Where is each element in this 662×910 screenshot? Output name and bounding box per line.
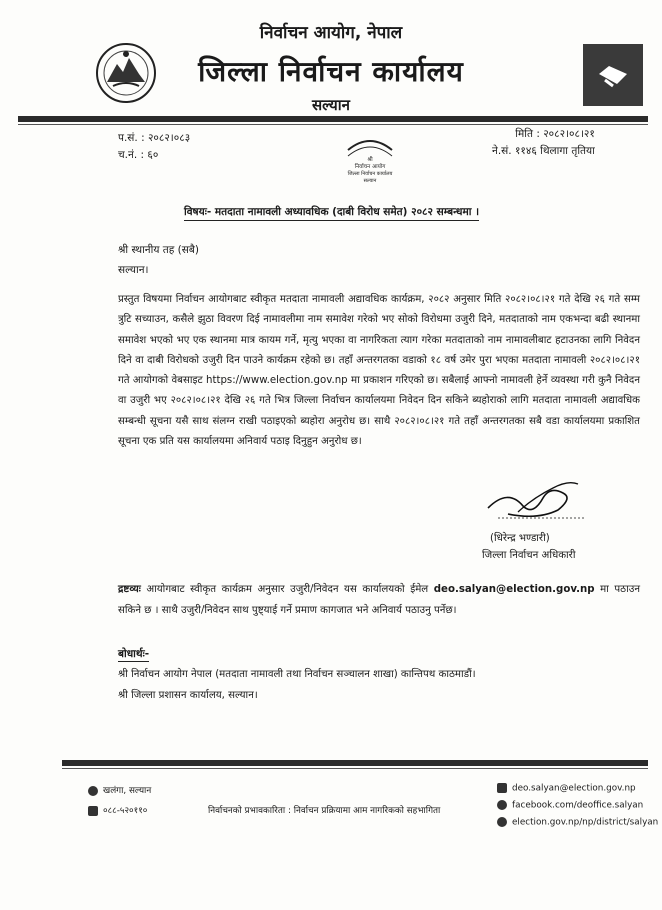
signatory-name: (धिरेन्द्र भण्डारी): [490, 533, 550, 544]
location-pin-icon: [88, 786, 98, 796]
reference-left: [118, 130, 190, 164]
stamp-line-4: सल्यान: [363, 178, 377, 184]
note-section: [118, 580, 640, 621]
office-email-link[interactable]: deo.salyan@election.gov.np: [433, 584, 595, 595]
addressee-line-2: सल्यान।: [118, 264, 149, 276]
addressee: [118, 240, 199, 280]
addressee-line-1: श्री स्थानीय तह (सबै): [118, 244, 199, 256]
footer-divider-thin: [62, 768, 648, 769]
patra-sankhya: प.सं. : २०८२।०८३: [118, 132, 191, 144]
nepal-sambat-date: ने.सं. ११४६ थिलागा तृतिया: [492, 145, 595, 157]
stamp-line-1: श्री: [367, 157, 373, 163]
header-divider-thin: [18, 124, 648, 125]
note-label: द्रष्टव्यः: [118, 584, 141, 595]
election-logo-icon: [583, 44, 643, 106]
footer-facebook-text[interactable]: facebook.com/deoffice.salyan: [512, 800, 644, 811]
footer-phone: [88, 804, 147, 816]
chalani-number: च.नं. : ६०: [118, 149, 159, 161]
stamp-line-2: निर्वाचन आयोग: [354, 164, 386, 170]
footer-facebook: [497, 800, 643, 811]
signature: [478, 468, 588, 528]
footer-address: [88, 784, 151, 796]
instagram-icon: [497, 783, 507, 793]
footer-motto: निर्वाचनको प्रभावकारिता : निर्वाचन प्रक्रियामा आम नागरिकको सहभागिता: [208, 806, 441, 816]
info-item-2: श्री जिल्ला प्रशासन कार्यालय, सल्यान।: [118, 689, 258, 701]
letter-subject: विषयः- मतदाता नामावली अध्यावधिक (दाबी विरोध समेत) २०८२ सम्बन्धमा ।: [184, 205, 479, 221]
footer-divider: [62, 760, 648, 766]
letter-body: प्रस्तुत विषयमा निर्वाचन आयोगबाट स्वीकृत मतदाता नामावली अद्यावधिक कार्यक्रम, २०८२ अनुसार मिति २०८२।०८।२१ गते देखि २६ गते सम्म त्रुटि सच्याउन, कसैले झुठा विवरण दिई नामावलीमा नाम समावेश गरेको भए सोको विरोधमा उजुरी दिने, मतदाताको नाम एकभन्दा बढी स्थानमा समावेश भएको भए एक स्थानमा मात्र कायम गर्ने, मृत्यु भएका वा नागरिकता त्याग गरेका मतदाताको नाम नामावलीबाट हटाउनका लागि निवेदन दिने वा दाबी विरोधको उजुरी दिन पाउने कार्यक्रम रहेको छ। तहाँ अन्तरगतका वडाको १८ वर्ष उमेर पुरा भएका मतदाता नामावली २०८२।०८।२१ गते आयोगको वेबसाइट https://www.election.gov.np मा प्रकाशन गरिएको छ। सबैलाई आफ्नो नामावली हेर्ने व्यवस्था गरी कुनै निवेदन वा उजुरी भए २०८२।०८।२१ देखि २६ गते भित्र जिल्ला निर्वाचन कार्यालयमा निवेदन दिन सकिने ब्यहोराको लागि मतदाता नामावली अद्यावधिक सम्बन्धी सूचना यसै साथ संलग्न राखी पठाइएको ब्यहोरा अनुरोध छ। साथै २०८२।०८।२१ गते तहाँ अन्तरगतका सबै वडा कार्यालयमा प्रकाशित सूचना एक प्रति यस कार्यालयमा अनिवार्य पठाइ दिनुहुन अनुरोध छ।: [118, 294, 640, 448]
phone-icon: [88, 806, 98, 816]
info-item-1: श्री निर्वाचन आयोग नेपाल (मतदाता नामावली तथा निर्वाचन सञ्चालन शाखा) कान्तिपथ काठमाडौं।: [118, 669, 476, 680]
footer-address-text: खलंगा, सल्यान: [103, 786, 152, 796]
district-name: सल्यान: [312, 96, 350, 114]
reference-right: [492, 126, 595, 160]
footer-website: [497, 817, 658, 828]
organization-name: निर्वाचन आयोग, नेपाल: [259, 23, 403, 43]
globe-icon: [497, 817, 507, 827]
stamp-line-3: जिल्ला निर्वाचन कार्यालय: [347, 171, 393, 177]
footer-phone-text: ०८८-५२०११०: [103, 806, 148, 816]
office-stamp: [340, 130, 400, 190]
footer-email-text[interactable]: deo.salyan@election.gov.np: [512, 783, 636, 794]
header-divider: [18, 116, 648, 122]
office-name: जिल्ला निर्वाचन कार्यालय: [198, 55, 464, 88]
info-list: [118, 665, 476, 706]
footer-website-text[interactable]: election.gov.np/np/district/salyan: [512, 817, 659, 828]
info-heading: बोधार्थः-: [118, 648, 150, 660]
letter-date: मिति : २०८२।०८।२१: [515, 128, 595, 140]
facebook-icon: [497, 800, 507, 810]
note-text: आयोगबाट स्वीकृत कार्यक्रम अनुसार उजुरी/निवेदन यस कार्यालयको ईमेल: [146, 584, 429, 595]
footer-email: [497, 783, 636, 794]
signatory-title: जिल्ला निर्वाचन अधिकारी: [482, 550, 576, 561]
note-rest: मा पठाउन सकिने छ । साथै उजुरी/निवेदन साथ पुष्ट्याई गर्ने प्रमाण कागजात भने अनिवार्य पठाउनु पर्नेछ।: [118, 584, 640, 616]
